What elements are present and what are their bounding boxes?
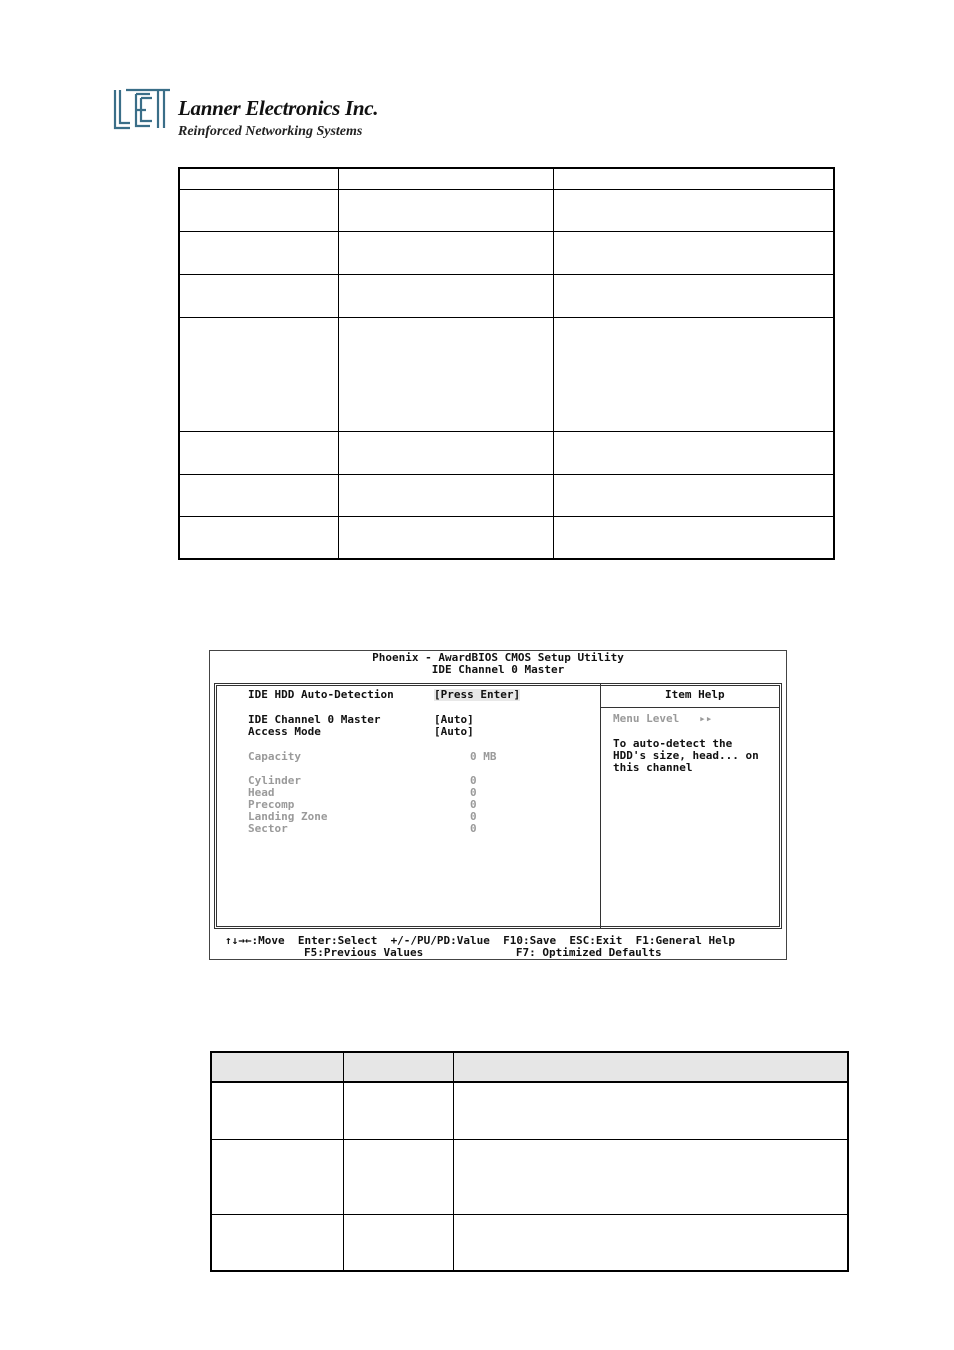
table-cell: [344, 1082, 454, 1139]
company-name: Lanner Electronics Inc.: [178, 96, 379, 120]
table-cell: [554, 189, 834, 231]
table-cell: [344, 1052, 454, 1082]
cylinder-value: 0: [470, 774, 477, 787]
table-cell: [339, 274, 554, 317]
table-cell: [554, 474, 834, 516]
menu-level-text: Menu Level ▸▸: [613, 712, 713, 725]
table-row: [211, 1082, 848, 1139]
menu-item-channel-master[interactable]: IDE Channel 0 Master: [248, 713, 381, 726]
table-row: [179, 474, 834, 516]
precomp-label: Precomp: [248, 798, 295, 811]
menu-item-access-mode[interactable]: Access Mode: [248, 725, 321, 738]
table-row: [211, 1139, 848, 1214]
table-cell: [339, 231, 554, 274]
table-cell: [453, 1214, 848, 1271]
table-row: [179, 231, 834, 274]
table-cell: [554, 274, 834, 317]
bios-subtitle: IDE Channel 0 Master: [431, 663, 565, 676]
cylinder-label: Cylinder: [248, 774, 301, 787]
bios-screen: [209, 650, 787, 960]
help-line-2: HDD's size, head... on: [613, 749, 759, 762]
table-cell: [211, 1139, 344, 1214]
table-row: [179, 431, 834, 474]
table-cell: [453, 1052, 848, 1082]
head-label: Head: [248, 786, 275, 799]
table-cell: [179, 516, 339, 559]
table-cell: [554, 431, 834, 474]
sector-value: 0: [470, 822, 477, 835]
head-value: 0: [470, 786, 477, 799]
table-cell: [344, 1214, 454, 1271]
access-mode-value[interactable]: [Auto]: [434, 725, 474, 738]
help-line-1: To auto-detect the: [613, 737, 733, 750]
table-cell: [179, 431, 339, 474]
table-row: [179, 189, 834, 231]
table-cell: [554, 231, 834, 274]
table-cell: [179, 231, 339, 274]
table-cell: [179, 274, 339, 317]
table-cell: [339, 189, 554, 231]
table-row: [179, 317, 834, 431]
table-cell: [554, 516, 834, 559]
table-cell: [344, 1139, 454, 1214]
table-cell: [339, 317, 554, 431]
settings-table-top: [178, 167, 835, 560]
table-cell: [339, 431, 554, 474]
table-cell: [453, 1082, 848, 1139]
help-line-3: this channel: [613, 761, 693, 774]
table-row: [179, 516, 834, 559]
table-cell: [179, 168, 339, 189]
table-cell: [211, 1214, 344, 1271]
table-cell: [211, 1052, 344, 1082]
press-enter-value[interactable]: [Press Enter]: [434, 688, 521, 701]
table-cell: [339, 516, 554, 559]
company-tagline: Reinforced Networking Systems: [178, 124, 363, 139]
table-cell: [339, 168, 554, 189]
channel-master-value[interactable]: [Auto]: [434, 713, 474, 726]
table-cell: [339, 474, 554, 516]
table-header-row: [211, 1052, 848, 1082]
sector-label: Sector: [248, 822, 288, 835]
menu-item-auto-detection[interactable]: IDE HDD Auto-Detection: [248, 688, 394, 701]
bios-footer-keys-2: F5:Previous Values F7: Optimized Defaults: [304, 946, 662, 959]
item-help-title: Item Help: [665, 688, 725, 701]
table-cell: [453, 1139, 848, 1214]
landing-zone-label: Landing Zone: [248, 810, 328, 823]
company-logo: [112, 86, 412, 146]
lei-logo-icon: [112, 88, 174, 132]
bios-title: Phoenix - AwardBIOS CMOS Setup Utility: [372, 651, 624, 664]
table-row: [179, 274, 834, 317]
table-cell: [211, 1082, 344, 1139]
settings-table-bottom: [210, 1051, 849, 1272]
capacity-value: 0 MB: [470, 750, 497, 763]
precomp-value: 0: [470, 798, 477, 811]
bios-footer-keys: ↑↓→←:Move Enter:Select +/-/PU/PD:Value F10:Save ESC:Exit F1:General Help: [225, 934, 735, 947]
table-cell: [554, 317, 834, 431]
table-cell: [179, 474, 339, 516]
table-row: [179, 168, 834, 189]
table-cell: [179, 189, 339, 231]
table-row: [211, 1214, 848, 1271]
capacity-label: Capacity: [248, 750, 301, 763]
bios-help-separator: [601, 707, 779, 708]
table-cell: [554, 168, 834, 189]
bios-divider: [600, 683, 601, 929]
table-cell: [179, 317, 339, 431]
landing-zone-value: 0: [470, 810, 477, 823]
